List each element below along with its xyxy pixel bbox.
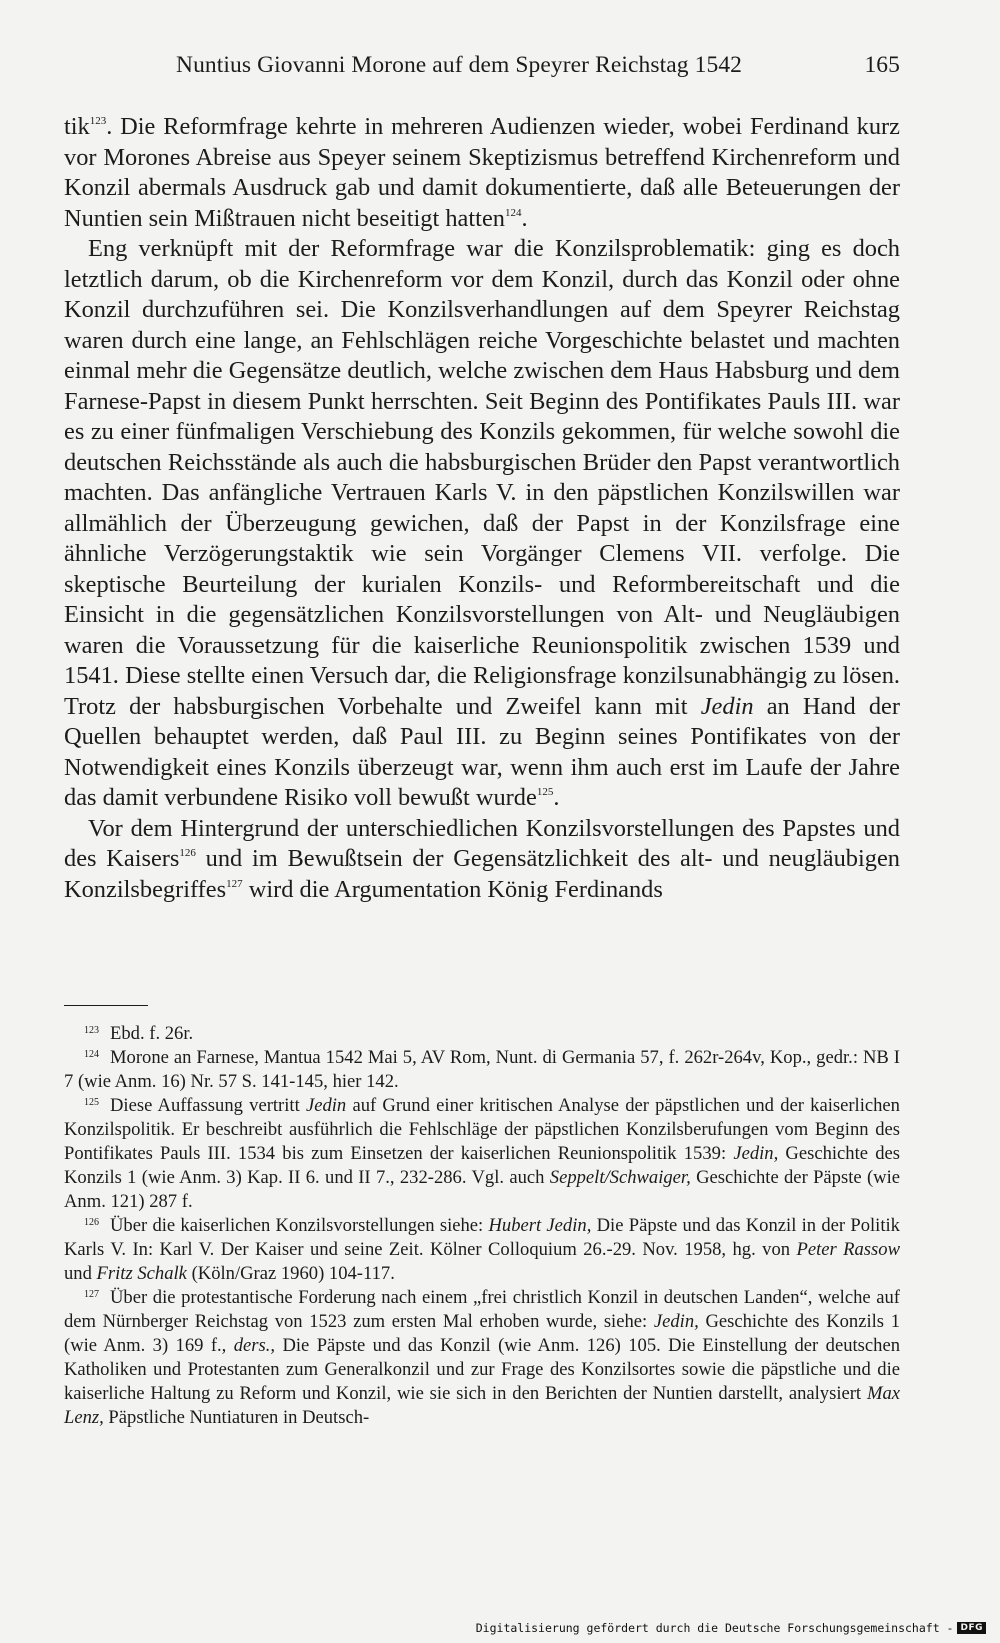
footnotes [64, 1022, 900, 1430]
author-name: Fritz Schalk [96, 1263, 187, 1284]
text-run: . [553, 784, 560, 811]
footnote-ref-124: 124 [504, 206, 522, 219]
digitization-credit [476, 1621, 986, 1635]
text-run: Die Päpste und das Konzil in der Politik Karls V. In: Karl V. Der Kaiser und seine Zeit. Kölner Colloquium 26.-29. Nov. 1958, hg. von [64, 1215, 900, 1260]
footnote-number [64, 1046, 110, 1070]
footnote-127 [64, 1286, 900, 1430]
author-name: Jedin [305, 1095, 347, 1116]
author-name: Jedin, [653, 1311, 699, 1332]
author-name: Hubert Jedin, [488, 1215, 592, 1236]
paragraph-3 [64, 814, 900, 906]
footnote-number-text: 126 [84, 1217, 99, 1228]
text-run: Über die protestantische Forderung nach einem „frei christlich Konzil in deutschen Landen“, welche auf dem Nürnberger Reichstag von 1523 zum ersten Mal erhoben wurde, siehe: [64, 1287, 900, 1332]
text-run: und im Bewußtsein der Gegensätzlichkeit des alt- und neugläubigen Konzilsbegriffes [64, 845, 901, 903]
text-run: Vor dem Hintergrund der unterschiedlichen Konzilsvorstellungen des Papstes und des Kaisers [64, 814, 900, 872]
author-name: Jedin [700, 692, 754, 720]
footnote-number-text: 127 [84, 1289, 99, 1300]
footnote-number-text: 123 [84, 1025, 99, 1036]
text-run: Päpstliche Nuntiaturen in Deutsch- [103, 1407, 370, 1428]
text-run: Eng verknüpft mit der Reformfrage war die Konzilsproblematik: ging es doch letztlich darum, ob die Kirchenreform vor dem Konzil, durch das Konzil oder ohne Konzil durchzuführen sei. Die Konzilsverhandlungen auf dem Speyrer Reichstag waren durch eine lange, an Fehlschlägen reiche Vorgeschichte belastet und machten einmal mehr die Gegensätze deutlich, welche zwischen dem Haus Habsburg und dem Farnese-Papst in diesem Punkt herrschten. Seit Beginn des Pontifikates Pauls III. war es zu einer fünfmaligen Verschiebung des Konzils gekommen, für welche sowohl die deutschen Reichsstände als auch die habsburgischen Brüder den Papst verantwortlich machten. Das anfängliche Vertrauen Karls V. in den päpstlichen Konzilswillen war allmählich der Überzeugung gewichen, daß der Papst in der Konzilsfrage eine ähnliche Verzögerungstaktik wie sein Vorgänger Clemens VII. verfolge. Die skeptische Beurteilung der kurialen Konzils- und Reformbereitschaft und die Einsicht in die gegensätzlichen Konzilsvorstellungen von Alt- und Neugläubigen waren die Voraussetzung für die kaiserliche Reunionspolitik zwischen 1539 und 1541. Diese stellte einen Versuch dar, die Religionsfrage konzilsunabhängig zu lösen. Trotz der habsburgischen Vorbehalte und Zweifel kann mit [64, 235, 900, 720]
main-text [64, 112, 900, 905]
text-run: . [521, 204, 528, 232]
text-run: Ebd. f. 26r. [110, 1023, 194, 1044]
footnote-number [64, 1022, 110, 1046]
dfg-logo-icon: DFG [957, 1622, 986, 1634]
footnote-ref-125: 125 [536, 786, 554, 799]
author-name: ders., [233, 1335, 276, 1356]
running-title: Nuntius Giovanni Morone auf dem Speyrer Reichstag 1542 [176, 52, 743, 78]
paragraph-2 [64, 234, 900, 814]
footnote-number [64, 1214, 110, 1238]
footnote-125 [64, 1094, 900, 1214]
footnote-number-text: 124 [84, 1049, 99, 1060]
text-run: Über die kaiserlichen Konzilsvorstellungen siehe: [110, 1215, 489, 1236]
footnote-number [64, 1094, 110, 1118]
text-run: tik [64, 113, 90, 140]
text-run: Die Päpste und das Konzil (wie Anm. 126) 105. Die Einstellung der deutschen Katholiken und Protestanten zum Generalkonzil und zur Frage des Konzilsortes sowie die päpstliche und die kaiserliche Haltung zu Reform und Konzil, wie sie sich in den Berichten der Nuntien darstellt, analysiert [64, 1335, 900, 1404]
footnote-126 [64, 1214, 900, 1286]
text-run: . Die Reformfrage kehrte in mehreren Audienzen wieder, wobei Ferdinand kurz vor Morones Abreise aus Speyer seinem Skeptizismus betreffend Kirchenreform und Konzil abermals Ausdruck gab und damit dokumentierte, daß alle Beteuerungen der Nuntien sein Mißtrauen nicht beseitigt hatten [64, 113, 900, 232]
text-run: Geschichte des Konzils 1 (wie Anm. 3) 169 f., [64, 1311, 900, 1356]
author-name: Jedin, [733, 1143, 779, 1164]
text-run: Morone an Farnese, Mantua 1542 Mai 5, AV Rom, Nunt. di Germania 57, f. 262r-264v, Kop., gedr.: NB I 7 (wie Anm. 16) Nr. 57 S. 141-145, hier 142. [64, 1047, 900, 1092]
text-run: (Köln/Graz 1960) 104-117. [186, 1263, 395, 1284]
paragraph-1 [64, 112, 900, 234]
credit-text: Digitalisierung gefördert durch die Deutsche Forschungsgemeinschaft - [475, 1621, 954, 1635]
footnote-separator [64, 1005, 148, 1006]
footnote-number [64, 1286, 110, 1310]
text-run: und [64, 1263, 97, 1284]
text-run: Geschichte des Konzils 1 (wie Anm. 3) Kap. II 6. und II 7., 232-286. Vgl. auch [64, 1143, 900, 1188]
author-name: Max Lenz, [64, 1383, 900, 1428]
text-run: wird die Argumentation König Ferdinands [242, 875, 663, 903]
footnote-ref-127: 127 [226, 877, 243, 890]
text-run: an Hand der Quellen behauptet werden, daß Paul III. zu Beginn seines Pontifikates von der Notwendigkeit eines Konzils überzeugt war, wenn ihm auch erst im Laufe der Jahre das damit verbundene Risiko voll bewußt wurde [64, 692, 900, 811]
footnote-123 [64, 1022, 900, 1046]
footnote-124 [64, 1046, 900, 1094]
page-number: 165 [864, 52, 900, 78]
text-run: auf Grund einer kritischen Analyse der päpstlichen und der kaiserlichen Konzilspolitik. Er beschreibt ausführlich die Fehlschläge der päpstlichen Konzilsberufungen vom Beginn des Pontifikates Pauls III. 1534 bis zum Einsetzen der kaiserlichen Reunionspolitik 1539: [64, 1095, 900, 1164]
footnote-ref-126: 126 [179, 847, 196, 860]
author-name: Peter Rassow [796, 1239, 900, 1260]
footnote-ref-123: 123 [89, 115, 107, 128]
text-run: Geschichte der Päpste (wie Anm. 121) 287 f. [64, 1167, 900, 1212]
footnote-number-text: 125 [84, 1097, 99, 1108]
author-name: Seppelt/Schwaiger, [549, 1167, 691, 1188]
text-run: Diese Auffassung vertritt [110, 1095, 306, 1116]
